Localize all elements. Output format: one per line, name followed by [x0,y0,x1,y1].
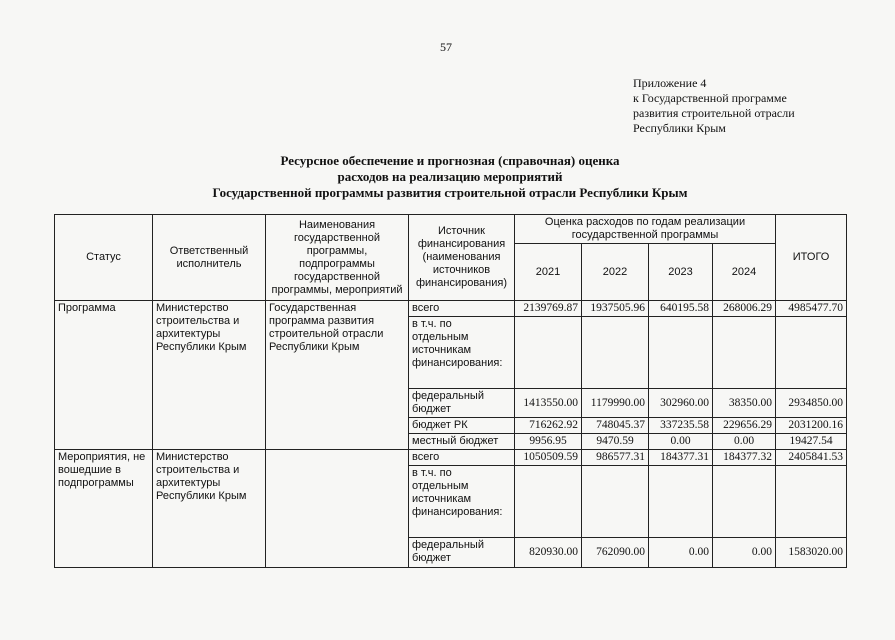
header-year: 2023 [649,244,713,301]
value-cell: 0.00 [649,434,713,450]
value-cell [713,317,776,389]
header-year: 2022 [582,244,649,301]
value-cell: 1937505.96 [582,301,649,317]
value-cell: 748045.37 [582,418,649,434]
status-cell: Мероприятия, не вошедшие в подпрограммы [55,450,153,568]
header-estimate: Оценка расходов по годам реализации государственной программы [515,215,776,244]
appendix-line: к Государственной программе [633,91,787,105]
title-line: Государственной программы развития строительной отрасли Республики Крым [212,185,688,200]
header-source: Источник финансирования (наименования источников финансирования) [409,215,515,301]
value-cell [582,317,649,389]
title-line: расходов на реализацию мероприятий [337,169,563,184]
title-line: Ресурсное обеспечение и прогнозная (справочная) оценка [280,153,620,168]
value-cell [649,317,713,389]
value-cell: 184377.31 [649,450,713,466]
value-cell: 1050509.59 [515,450,582,466]
value-cell: 4985477.70 [776,301,847,317]
resource-table [54,214,847,568]
value-cell: 1179990.00 [582,389,649,418]
value-cell [776,466,847,538]
value-cell [582,466,649,538]
value-cell: 762090.00 [582,538,649,568]
source-cell: федеральный бюджет [409,538,515,568]
value-cell: 820930.00 [515,538,582,568]
table-row [55,450,847,466]
value-cell: 268006.29 [713,301,776,317]
value-cell: 986577.31 [582,450,649,466]
appendix-line: Республики Крым [633,121,726,135]
value-cell [713,466,776,538]
source-cell: всего [409,301,515,317]
appendix-note [633,76,795,136]
header-executor: Ответственный исполнитель [153,215,266,301]
source-cell: в т.ч. по отдельным источникам финансирования: [409,466,515,538]
name-cell [266,450,409,568]
value-cell: 1413550.00 [515,389,582,418]
value-cell: 640195.58 [649,301,713,317]
header-name: Наименования государственной программы, подпрограммы государственной программы, мероприятий [266,215,409,301]
source-cell: всего [409,450,515,466]
value-cell [776,317,847,389]
value-cell: 2031200.16 [776,418,847,434]
source-cell: местный бюджет [409,434,515,450]
header-status: Статус [55,215,153,301]
value-cell: 38350.00 [713,389,776,418]
executor-cell: Министерство строительства и архитектуры Республики Крым [153,301,266,450]
value-cell: 0.00 [713,538,776,568]
value-cell [515,466,582,538]
source-cell: в т.ч. по отдельным источникам финансирования: [409,317,515,389]
source-cell: бюджет РК [409,418,515,434]
status-cell: Программа [55,301,153,450]
value-cell: 2934850.00 [776,389,847,418]
value-cell: 302960.00 [649,389,713,418]
value-cell: 0.00 [649,538,713,568]
name-cell: Государственная программа развития строительной отрасли Республики Крым [266,301,409,450]
header-total: ИТОГО [776,215,847,301]
executor-cell: Министерство строительства и архитектуры Республики Крым [153,450,266,568]
header-year: 2021 [515,244,582,301]
page-number: 57 [440,40,452,54]
value-cell: 9956.95 [515,434,582,450]
value-cell: 0.00 [713,434,776,450]
value-cell: 9470.59 [582,434,649,450]
table-row [55,301,847,317]
document-title [150,153,750,201]
value-cell [515,317,582,389]
appendix-line: Приложение 4 [633,76,707,90]
value-cell: 184377.32 [713,450,776,466]
value-cell: 716262.92 [515,418,582,434]
value-cell: 337235.58 [649,418,713,434]
header-year: 2024 [713,244,776,301]
appendix-line: развития строительной отрасли [633,106,795,120]
value-cell: 1583020.00 [776,538,847,568]
value-cell: 2139769.87 [515,301,582,317]
value-cell: 2405841.53 [776,450,847,466]
value-cell [649,466,713,538]
value-cell: 229656.29 [713,418,776,434]
source-cell: федеральный бюджет [409,389,515,418]
value-cell: 19427.54 [776,434,847,450]
